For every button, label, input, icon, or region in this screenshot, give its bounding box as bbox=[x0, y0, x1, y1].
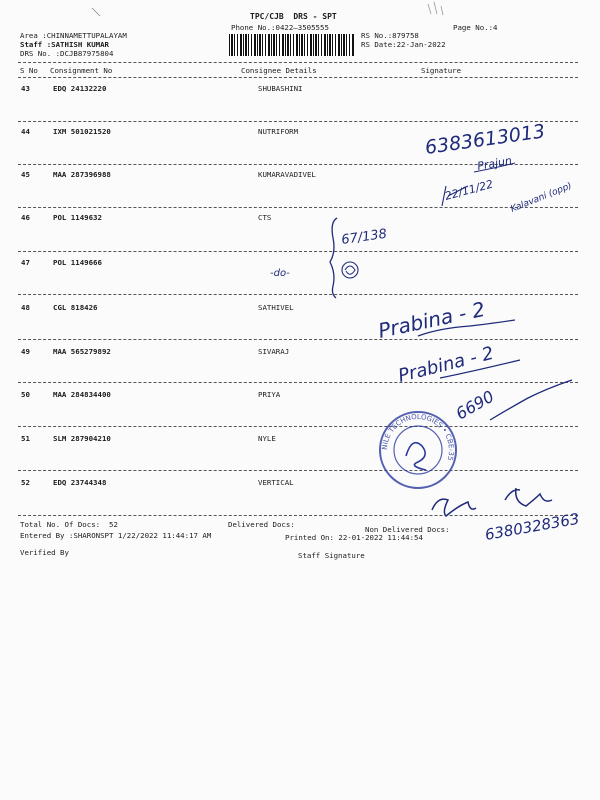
row-consignment: CGL 818426 bbox=[53, 303, 98, 312]
row-sno: 43 bbox=[21, 84, 30, 93]
row-sno: 47 bbox=[21, 258, 30, 267]
row-sno: 51 bbox=[21, 434, 30, 443]
row-consignment: IXM 501021520 bbox=[53, 127, 111, 136]
row-sno: 49 bbox=[21, 347, 30, 356]
handwritten-phone-2: 6380328363 bbox=[483, 509, 581, 544]
handwritten-phone-1: 6383613013 bbox=[423, 120, 547, 159]
staff-field: Staff :SATHISH KUMAR bbox=[20, 40, 109, 49]
row-consignment: MAA 565279892 bbox=[53, 347, 111, 356]
row-consignment: SLM 287904210 bbox=[53, 434, 111, 443]
stamp-text: NILE TECHNOLOGIES • CBE-35 bbox=[380, 412, 456, 462]
handwritten-prabina-1: Prabina - 2 bbox=[376, 296, 488, 343]
non-delivered-docs: Non Delivered Docs: bbox=[365, 525, 450, 534]
handwritten-ditto: -do- bbox=[270, 268, 290, 279]
receiver-signature bbox=[432, 488, 552, 516]
printed-on: Printed On: 22-01-2022 11:44:54 bbox=[285, 533, 423, 542]
row-consignee: SATHIVEL bbox=[258, 303, 294, 312]
row-sno: 52 bbox=[21, 478, 30, 487]
row-consignment: POL 1149666 bbox=[53, 258, 102, 267]
row-consignee: NUTRIFORM bbox=[258, 127, 299, 136]
handwritten-initials: 67/138 bbox=[340, 226, 388, 248]
col-signature-header: Signature bbox=[421, 66, 462, 75]
row-consignee: PRIYA bbox=[258, 390, 281, 399]
row-consignee: KUMARAVADIVEL bbox=[258, 170, 316, 179]
row-consignment: EDQ 24132220 bbox=[53, 84, 107, 93]
phone-number: Phone No.:0422–3505555 bbox=[231, 23, 329, 32]
row-consignment: EDQ 23744348 bbox=[53, 478, 107, 487]
handwritten-place: Kalavani (opp) bbox=[509, 181, 574, 215]
entered-by: Entered By :SHARONSPT 1/22/2022 11:44:17 AM bbox=[20, 531, 212, 540]
page-number: Page No.:4 bbox=[453, 23, 498, 32]
row-sno: 44 bbox=[21, 127, 30, 136]
rs-number: RS No.:879758 bbox=[361, 31, 419, 40]
handwritten-number: 6690 bbox=[452, 386, 498, 424]
handwritten-prabina-2: Prabina - 2 bbox=[396, 342, 496, 387]
row-consignee: SHUBASHINI bbox=[258, 84, 303, 93]
col-sno-header: S No bbox=[20, 66, 38, 75]
row-consignment: MAA 287396988 bbox=[53, 170, 111, 179]
row-consignee: CTS bbox=[258, 213, 272, 222]
col-consignee-header: Consignee Details bbox=[241, 66, 317, 75]
staff-signature-label: Staff Signature bbox=[298, 551, 365, 560]
company-stamp bbox=[380, 412, 456, 488]
drs-number: DRS No. :DCJB87975804 bbox=[20, 49, 114, 58]
handwritten-date: 22/11/22 bbox=[443, 177, 495, 203]
row-consignee: VERTICAL bbox=[258, 478, 294, 487]
total-docs: Total No. Of Docs: 52 bbox=[20, 520, 118, 529]
row-consignment: POL 1149632 bbox=[53, 213, 102, 222]
row-sno: 50 bbox=[21, 390, 30, 399]
row-sno: 46 bbox=[21, 213, 30, 222]
area-field: Area :CHINNAMETTUPALAYAM bbox=[20, 31, 127, 40]
col-consignment-header: Consignment No bbox=[50, 66, 113, 75]
row-sno: 45 bbox=[21, 170, 30, 179]
svg-text:NILE TECHNOLOGIES • CBE-35 bbox=[381, 413, 455, 462]
verified-by: Verified By bbox=[20, 548, 69, 557]
handwritten-name-1: Prajun bbox=[476, 154, 513, 173]
row-consignment: MAA 284834400 bbox=[53, 390, 111, 399]
row-consignee: NYLE bbox=[258, 434, 276, 443]
row-sno: 48 bbox=[21, 303, 30, 312]
drs-title: TPC/CJB DRS - SPT bbox=[250, 12, 337, 21]
row-consignee: SIVARAJ bbox=[258, 347, 290, 356]
rs-date: RS Date:22-Jan-2022 bbox=[361, 40, 446, 49]
delivered-docs: Delivered Docs: bbox=[228, 520, 295, 529]
